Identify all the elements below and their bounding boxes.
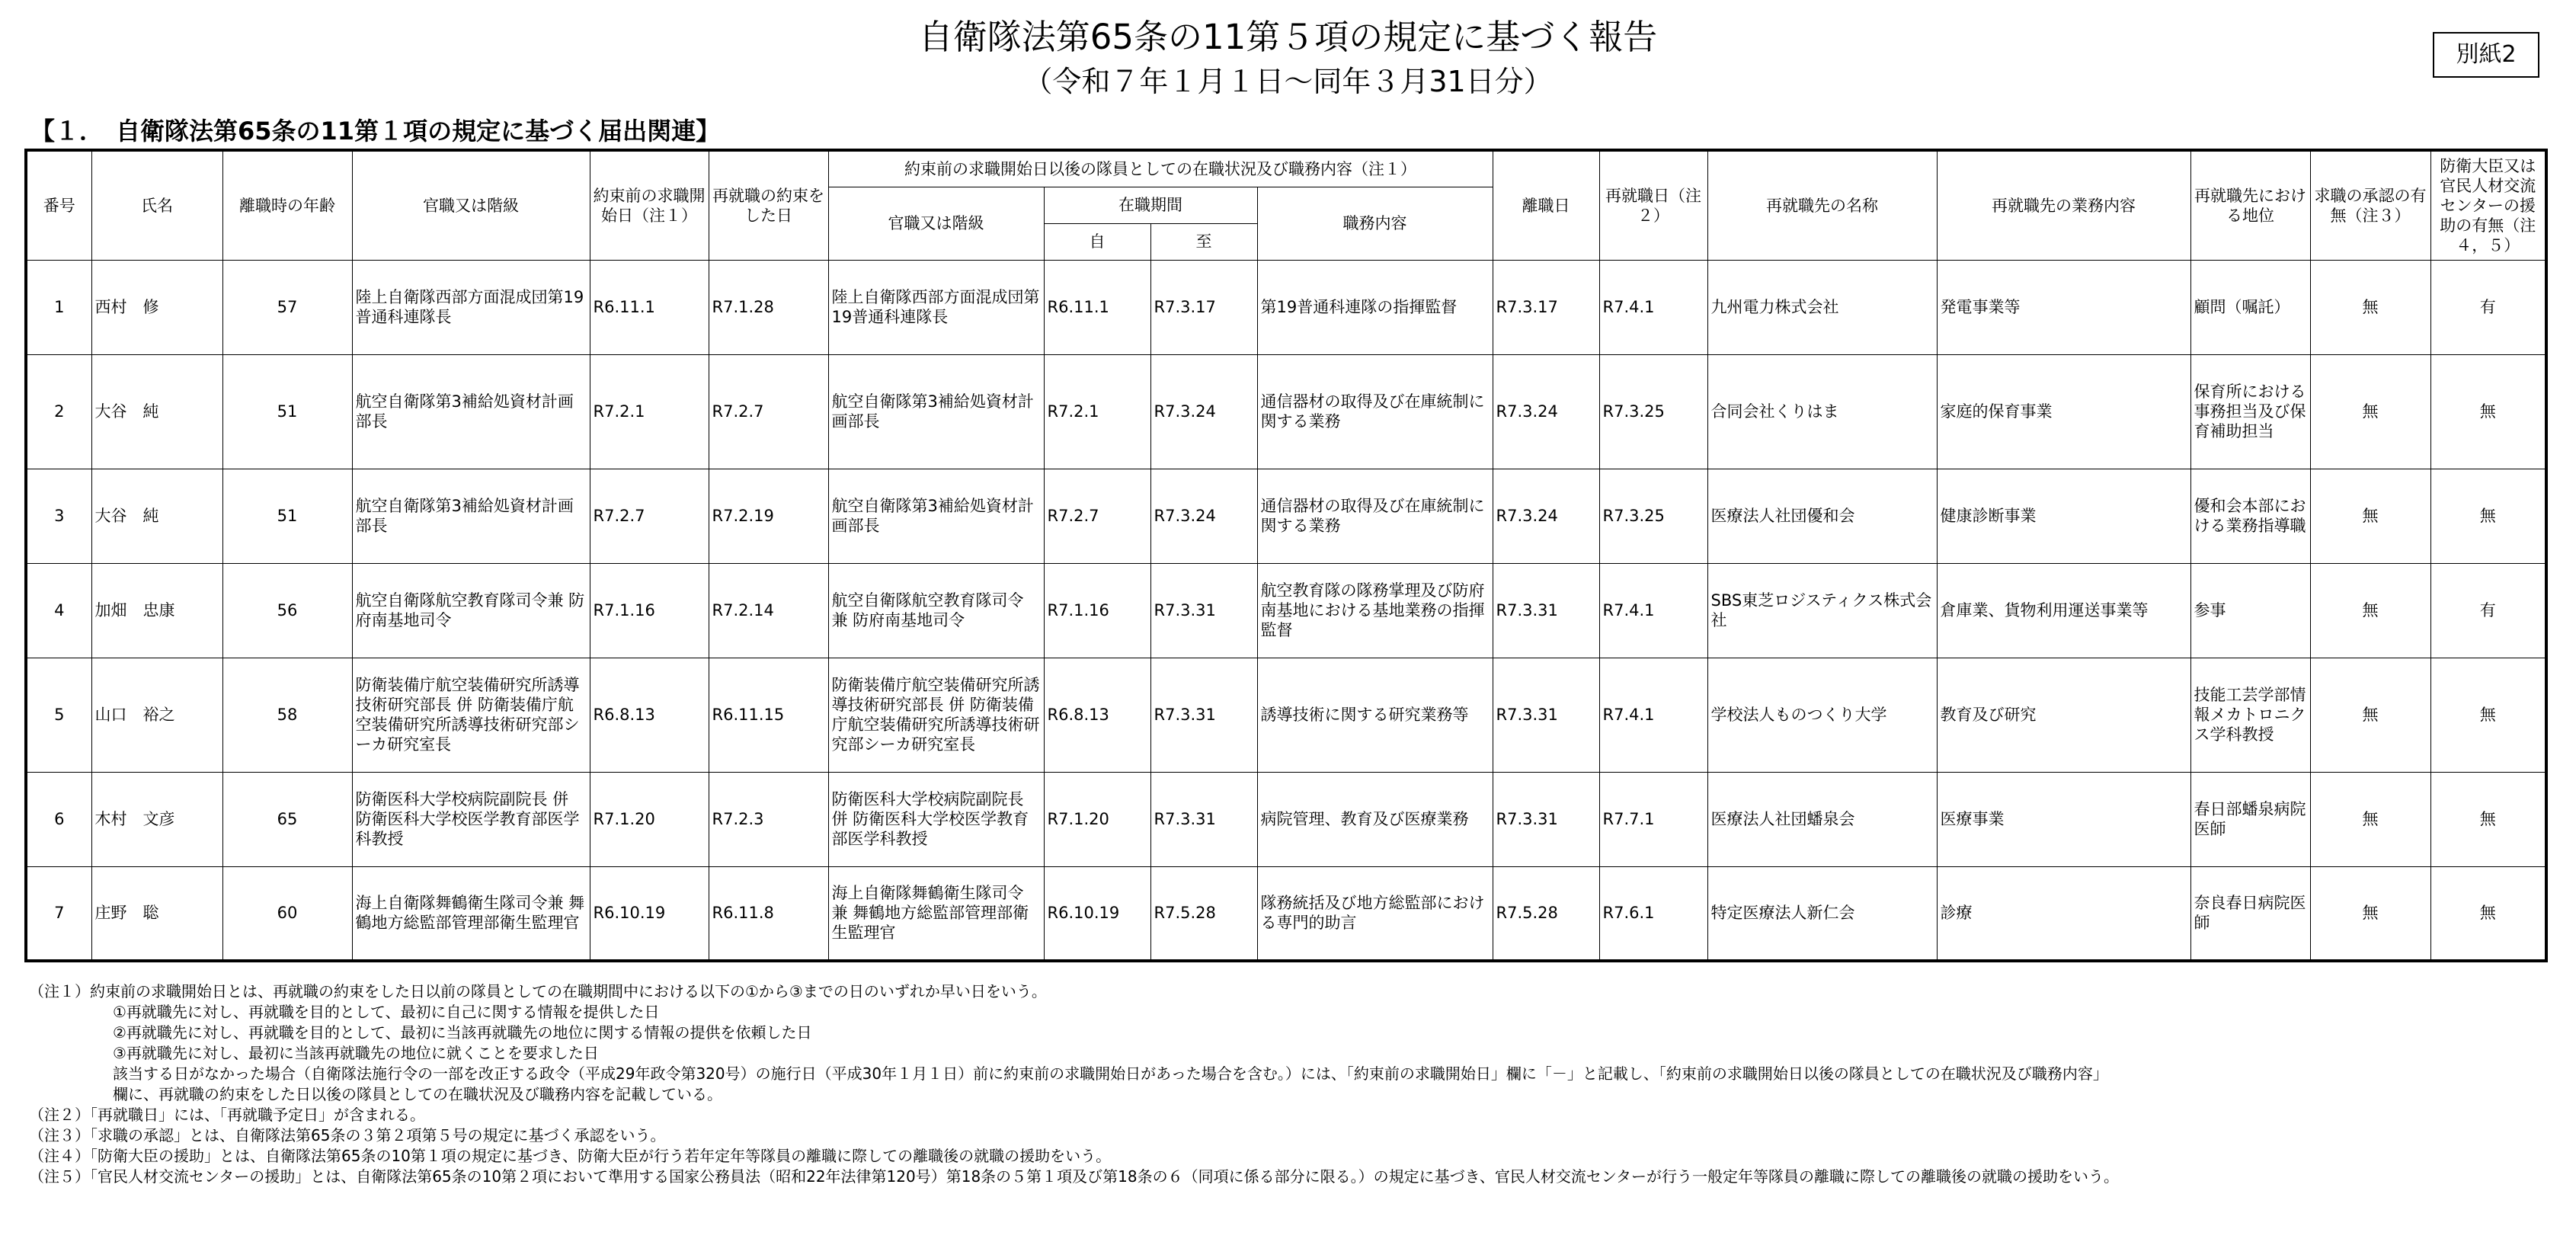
cell-approval: 無 xyxy=(2310,658,2430,772)
cell-support: 無 xyxy=(2430,469,2546,563)
table-row xyxy=(26,469,2546,563)
cell-reemp-date: R7.3.25 xyxy=(1599,469,1707,563)
cell-post: 航空自衛隊第3補給処資材計画部長 xyxy=(352,469,590,563)
cell-search-start: R6.8.13 xyxy=(590,658,709,772)
cell-leave-date: R7.3.31 xyxy=(1493,658,1599,772)
cell-reemp-date: R7.6.1 xyxy=(1599,866,1707,961)
cell-approval: 無 xyxy=(2310,563,2430,658)
cell-duties: 通信器材の取得及び在庫統制に関する業務 xyxy=(1257,354,1493,469)
cell-number: 5 xyxy=(26,658,91,772)
cell-promise-date: R6.11.15 xyxy=(709,658,828,772)
cell-business: 家庭的保育事業 xyxy=(1937,354,2190,469)
cell-period-to: R7.3.24 xyxy=(1150,354,1257,469)
cell-employer: 合同会社くりはま xyxy=(1707,354,1937,469)
header-name: 氏名 xyxy=(91,150,222,260)
cell-period-to: R7.3.17 xyxy=(1150,260,1257,354)
footnote-1-item-2: ②再就職先に対し、再就職を目的として、最初に当該再就職先の地位に関する情報の提供を依頼した日 xyxy=(113,1023,812,1042)
footnote-1-item-3: ③再就職先に対し、最初に当該再就職先の地位に就くことを要求した日 xyxy=(113,1044,599,1062)
cell-post: 防衛医科大学校病院副院長 併 防衛医科大学校医学教育部医学科教授 xyxy=(352,772,590,866)
cell-period-from: R7.1.20 xyxy=(1044,772,1150,866)
header-promise-date: 再就職の約束をした日 xyxy=(709,150,828,260)
cell-position: 春日部蟠泉病院医師 xyxy=(2190,772,2310,866)
cell-duties: 第19普通科連隊の指揮監督 xyxy=(1257,260,1493,354)
cell-post: 航空自衛隊第3補給処資材計画部長 xyxy=(352,354,590,469)
cell-support: 有 xyxy=(2430,260,2546,354)
cell-age: 58 xyxy=(222,658,352,772)
cell-approval: 無 xyxy=(2310,772,2430,866)
cell-post: 海上自衛隊舞鶴衛生隊司令兼 舞鶴地方総監部管理部衛生監理官 xyxy=(352,866,590,961)
attachment-badge: 別紙2 xyxy=(2433,32,2539,78)
report-period: （令和７年１月１日～同年３月31日分） xyxy=(1023,65,1553,98)
cell-position: 保育所における事務担当及び保育補助担当 xyxy=(2190,354,2310,469)
cell-promise-date: R6.11.8 xyxy=(709,866,828,961)
cell-reemp-date: R7.4.1 xyxy=(1599,260,1707,354)
cell-leave-date: R7.3.31 xyxy=(1493,563,1599,658)
cell-age: 60 xyxy=(222,866,352,961)
cell-period-to: R7.3.31 xyxy=(1150,658,1257,772)
footnote-3: （注３）「求職の承認」とは、自衛隊法第65条の３第２項第５号の規定に基づく承認をいう。 xyxy=(29,1126,666,1144)
cell-support: 有 xyxy=(2430,563,2546,658)
header-approval: 求職の承認の有無（注３） xyxy=(2310,150,2430,260)
cell-employer: 九州電力株式会社 xyxy=(1707,260,1937,354)
cell-support: 無 xyxy=(2430,866,2546,961)
cell-promise-date: R7.2.19 xyxy=(709,469,828,563)
cell-search-start: R7.1.16 xyxy=(590,563,709,658)
cell-number: 4 xyxy=(26,563,91,658)
cell-leave-date: R7.3.17 xyxy=(1493,260,1599,354)
cell-promise-date: R7.2.14 xyxy=(709,563,828,658)
table-row xyxy=(26,866,2546,961)
cell-number: 1 xyxy=(26,260,91,354)
cell-approval: 無 xyxy=(2310,469,2430,563)
cell-name: 大谷 純 xyxy=(91,354,222,469)
cell-post2: 航空自衛隊第3補給処資材計画部長 xyxy=(828,469,1044,563)
cell-search-start: R6.11.1 xyxy=(590,260,709,354)
cell-period-to: R7.3.24 xyxy=(1150,469,1257,563)
cell-period-from: R7.1.16 xyxy=(1044,563,1150,658)
cell-number: 6 xyxy=(26,772,91,866)
cell-age: 65 xyxy=(222,772,352,866)
cell-search-start: R7.2.1 xyxy=(590,354,709,469)
cell-business: 医療事業 xyxy=(1937,772,2190,866)
footnote-1-item-1: ①再就職先に対し、再就職を目的として、最初に自己に関する情報を提供した日 xyxy=(113,1003,660,1021)
cell-period-to: R7.5.28 xyxy=(1150,866,1257,961)
header-employer: 再就職先の名称 xyxy=(1707,150,1937,260)
cell-name: 山口 裕之 xyxy=(91,658,222,772)
cell-duties: 通信器材の取得及び在庫統制に関する業務 xyxy=(1257,469,1493,563)
cell-promise-date: R7.1.28 xyxy=(709,260,828,354)
cell-post: 防衛装備庁航空装備研究所誘導技術研究部長 併 防衛装備庁航空装備研究所誘導技術研究部シーカ研究室長 xyxy=(352,658,590,772)
cell-post: 陸上自衛隊西部方面混成団第19普通科連隊長 xyxy=(352,260,590,354)
header-position: 再就職先における地位 xyxy=(2190,150,2310,260)
footnote-4: （注４）「防衛大臣の援助」とは、自衛隊法第65条の10第１項の規定に基づき、防衛大臣が行う若年定年等隊員の離職に際しての離職後の就職の援助をいう。 xyxy=(29,1147,1112,1165)
cell-leave-date: R7.3.24 xyxy=(1493,469,1599,563)
table-row xyxy=(26,658,2546,772)
cell-name: 庄野 聡 xyxy=(91,866,222,961)
cell-leave-date: R7.5.28 xyxy=(1493,866,1599,961)
cell-support: 無 xyxy=(2430,658,2546,772)
header-business: 再就職先の業務内容 xyxy=(1937,150,2190,260)
cell-number: 7 xyxy=(26,866,91,961)
cell-period-from: R7.2.7 xyxy=(1044,469,1150,563)
table-row xyxy=(26,354,2546,469)
cell-post2: 航空自衛隊第3補給処資材計画部長 xyxy=(828,354,1044,469)
cell-business: 倉庫業、貨物利用運送事業等 xyxy=(1937,563,2190,658)
table-row xyxy=(26,772,2546,866)
cell-position: 優和会本部における業務指導職 xyxy=(2190,469,2310,563)
cell-position: 奈良春日病院医師 xyxy=(2190,866,2310,961)
cell-period-from: R6.8.13 xyxy=(1044,658,1150,772)
cell-position: 技能工芸学部情報メカトロニクス学科教授 xyxy=(2190,658,2310,772)
cell-reemp-date: R7.3.25 xyxy=(1599,354,1707,469)
report-title: 自衛隊法第65条の11第５項の規定に基づく報告 xyxy=(918,17,1658,57)
cell-business: 教育及び研究 xyxy=(1937,658,2190,772)
cell-name: 木村 文彦 xyxy=(91,772,222,866)
cell-age: 56 xyxy=(222,563,352,658)
section-title: 【１． 自衛隊法第65条の11第１項の規定に基づく届出関連】 xyxy=(30,117,721,146)
cell-promise-date: R7.2.7 xyxy=(709,354,828,469)
cell-business: 健康診断事業 xyxy=(1937,469,2190,563)
cell-approval: 無 xyxy=(2310,866,2430,961)
header-duties: 職務内容 xyxy=(1257,187,1493,260)
cell-employer: SBS東芝ロジスティクス株式会社 xyxy=(1707,563,1937,658)
table-row xyxy=(26,260,2546,354)
cell-post2: 海上自衛隊舞鶴衛生隊司令 兼 舞鶴地方総監部管理部衛生監理官 xyxy=(828,866,1044,961)
cell-period-to: R7.3.31 xyxy=(1150,772,1257,866)
cell-age: 51 xyxy=(222,354,352,469)
cell-period-from: R7.2.1 xyxy=(1044,354,1150,469)
cell-support: 無 xyxy=(2430,772,2546,866)
cell-reemp-date: R7.7.1 xyxy=(1599,772,1707,866)
header-number: 番号 xyxy=(26,150,91,260)
header-to: 至 xyxy=(1150,223,1257,260)
header-age: 離職時の年齢 xyxy=(222,150,352,260)
cell-period-from: R6.11.1 xyxy=(1044,260,1150,354)
footnote-1-supplement-cont: 欄に、再就職の約束をした日以後の隊員としての在職状況及び職務内容を記載している。 xyxy=(113,1085,722,1103)
cell-employer: 特定医療法人新仁会 xyxy=(1707,866,1937,961)
header-leave-date: 離職日 xyxy=(1493,150,1599,260)
table-row xyxy=(26,563,2546,658)
cell-employer: 医療法人社団蟠泉会 xyxy=(1707,772,1937,866)
header-reemp-date: 再就職日（注２） xyxy=(1599,150,1707,260)
cell-post: 航空自衛隊航空教育隊司令兼 防府南基地司令 xyxy=(352,563,590,658)
footnote-1-supplement: 該当する日がなかった場合（自衛隊法施行令の一部を改正する政令（平成29年政令第320号）の施行日（平成30年１月１日）前に約束前の求職開始日があった場合を含む。）には、「約束前の求職開始日」欄に「－」と記載し、「約束前の求職開始日以後の隊員としての在職状況及び職務内容」 xyxy=(113,1064,2108,1083)
cell-search-start: R7.2.7 xyxy=(590,469,709,563)
cell-age: 51 xyxy=(222,469,352,563)
cell-name: 加畑 忠康 xyxy=(91,563,222,658)
header-search-start: 約束前の求職開始日（注１） xyxy=(590,150,709,260)
cell-duties: 誘導技術に関する研究業務等 xyxy=(1257,658,1493,772)
footnote-1: （注１）約束前の求職開始日とは、再就職の約束をした日以前の隊員としての在職期間中における以下の①から③までの日のいずれか早い日をいう。 xyxy=(29,982,1047,1000)
header-post: 官職又は階級 xyxy=(352,150,590,260)
cell-name: 大谷 純 xyxy=(91,469,222,563)
cell-reemp-date: R7.4.1 xyxy=(1599,563,1707,658)
cell-name: 西村 修 xyxy=(91,260,222,354)
cell-age: 57 xyxy=(222,260,352,354)
cell-employer: 医療法人社団優和会 xyxy=(1707,469,1937,563)
cell-leave-date: R7.3.31 xyxy=(1493,772,1599,866)
cell-post2: 防衛装備庁航空装備研究所誘導技術研究部長 併 防衛装備庁航空装備研究所誘導技術研究部シーカ研究室長 xyxy=(828,658,1044,772)
cell-post2: 陸上自衛隊西部方面混成団第19普通科連隊長 xyxy=(828,260,1044,354)
header-group: 約束前の求職開始日以後の隊員としての在職状況及び職務内容（注１） xyxy=(828,150,1493,187)
cell-approval: 無 xyxy=(2310,260,2430,354)
report-table xyxy=(24,149,2548,962)
header-support: 防衛大臣又は官民人材交流センターの援助の有無（注４，５） xyxy=(2430,150,2546,260)
cell-leave-date: R7.3.24 xyxy=(1493,354,1599,469)
cell-period-from: R6.10.19 xyxy=(1044,866,1150,961)
cell-approval: 無 xyxy=(2310,354,2430,469)
cell-duties: 隊務統括及び地方総監部における専門的助言 xyxy=(1257,866,1493,961)
footnote-5: （注５）「官民人材交流センターの援助」とは、自衛隊法第65条の10第２項において準用する国家公務員法（昭和22年法律第120号）第18条の５第１項及び第18条の６（同項に係る部分に限る。）の規定に基づき、官民人材交流センターが行う一般定年等隊員の離職に際しての離職後の就職の援助をいう。 xyxy=(29,1167,2120,1186)
cell-business: 発電事業等 xyxy=(1937,260,2190,354)
cell-number: 3 xyxy=(26,469,91,563)
cell-search-start: R6.10.19 xyxy=(590,866,709,961)
footnote-2: （注２）「再就職日」には、「再就職予定日」が含まれる。 xyxy=(29,1106,425,1124)
cell-post2: 航空自衛隊航空教育隊司令 兼 防府南基地司令 xyxy=(828,563,1044,658)
cell-number: 2 xyxy=(26,354,91,469)
cell-position: 参事 xyxy=(2190,563,2310,658)
cell-period-to: R7.3.31 xyxy=(1150,563,1257,658)
cell-duties: 病院管理、教育及び医療業務 xyxy=(1257,772,1493,866)
cell-reemp-date: R7.4.1 xyxy=(1599,658,1707,772)
cell-duties: 航空教育隊の隊務掌理及び防府南基地における基地業務の指揮監督 xyxy=(1257,563,1493,658)
footnotes xyxy=(29,981,2543,1187)
cell-search-start: R7.1.20 xyxy=(590,772,709,866)
cell-support: 無 xyxy=(2430,354,2546,469)
cell-position: 顧問（嘱託） xyxy=(2190,260,2310,354)
cell-promise-date: R7.2.3 xyxy=(709,772,828,866)
cell-business: 診療 xyxy=(1937,866,2190,961)
header-from: 自 xyxy=(1044,223,1150,260)
cell-post2: 防衛医科大学校病院副院長 併 防衛医科大学校医学教育部医学科教授 xyxy=(828,772,1044,866)
header-period: 在職期間 xyxy=(1044,187,1257,223)
header-post2: 官職又は階級 xyxy=(828,187,1044,260)
cell-employer: 学校法人ものつくり大学 xyxy=(1707,658,1937,772)
